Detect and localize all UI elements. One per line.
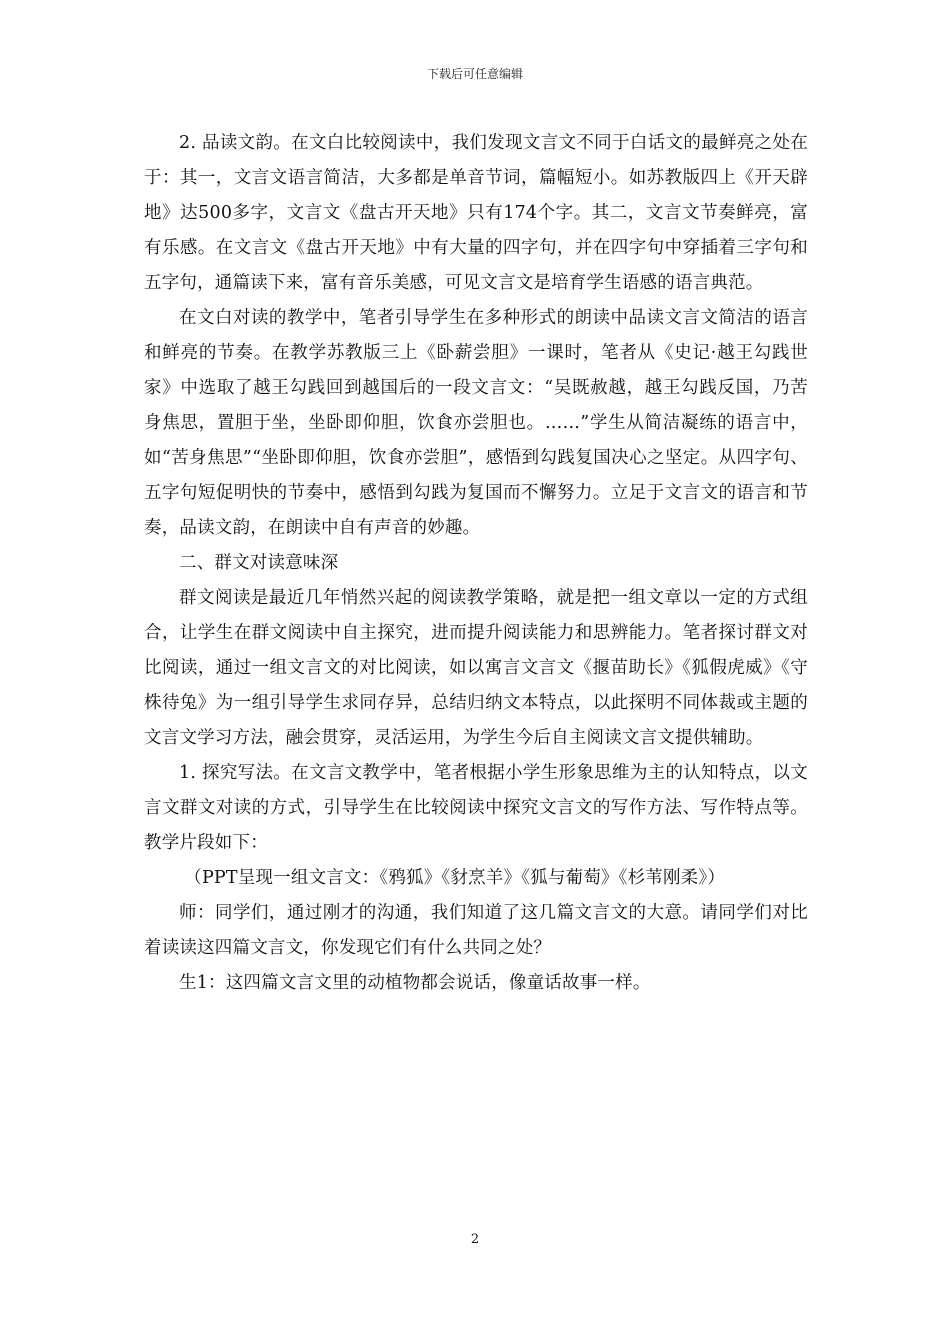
paragraph-teacher-question: 师：同学们，通过刚才的沟通，我们知道了这几篇文言文的大意。请同学们对比着读读这四篇文言文，你发现它们有什么共同之处？ [144,903,808,958]
paragraph-explore-writing: 1. 探究写法。在文言文教学中，笔者根据小学生形象思维为主的认知特点，以文言文群文对读的方式，引导学生在比较阅读中探究文言文的写作方法、写作特点等。教学片段如下： [144,763,808,853]
paragraph-wenbai-teaching: 在文白对读的教学中，笔者引导学生在多种形式的朗读中品读文言文简洁的语言和鲜亮的节奏。在教学苏教版三上《卧薪尝胆》一课时，笔者从《史记·越王勾践世家》中选取了越王勾践回到越国后的一段文言文：“吴既赦越，越王勾践反国，乃苦身焦思，置胆于坐，坐卧即仰胆，饮食亦尝胆也。……”学生从简洁凝练的语言中，如“苦身焦思”“坐卧即仰胆，饮食亦尝胆”，感悟到勾践复国决心之坚定。从四字句、五字句短促明快的节奏中，感悟到勾践为复国而不懈努力。立足于文言文的语言和节奏，品读文韵，在朗读中自有声音的妙趣。 [144,308,808,538]
paragraph-group-reading: 群文阅读是最近几年悄然兴起的阅读教学策略，就是把一组文章以一定的方式组合，让学生在群文阅读中自主探究，进而提升阅读能力和思辨能力。笔者探讨群文对比阅读，通过一组文言文的对比阅读，如以寓言文言文《揠苗助长》《狐假虎威》《守株待兔》为一组引导学生求同存异，总结归纳文本特点，以此探明不同体裁或主题的文言文学习方法，融会贯穿，灵活运用，为学生今后自主阅读文言文提供辅助。 [144,588,808,748]
section-heading-group-reading: 二、群文对读意味深 [179,553,339,573]
paragraph-reading-style: 2. 品读文韵。在文白比较阅读中，我们发现文言文不同于白话文的最鲜亮之处在于：其一，文言文语言简洁，大多都是单音节词，篇幅短小。如苏教版四上《开天辟地》达500多字，文言文《盘古开天地》只有174个字。其二，文言文节奏鲜亮，富有乐感。在文言文《盘古开天地》中有大量的四字句，并在四字句中穿插着三字句和五字句，通篇读下来，富有音乐美感，可见文言文是培育学生语感的语言典范。 [144,133,808,293]
page-header: 下载后可任意编辑 [426,67,523,81]
paragraph-ppt-note: （PPT呈现一组文言文：《鸦狐》《豺烹羊》《狐与葡萄》《杉苇刚柔》） [184,868,726,888]
paragraph-student-answer: 生1：这四篇文言文里的动植物都会说话，像童话故事一样。 [179,973,651,993]
document-body [144,126,808,1001]
page-number: 2 [470,1232,480,1247]
